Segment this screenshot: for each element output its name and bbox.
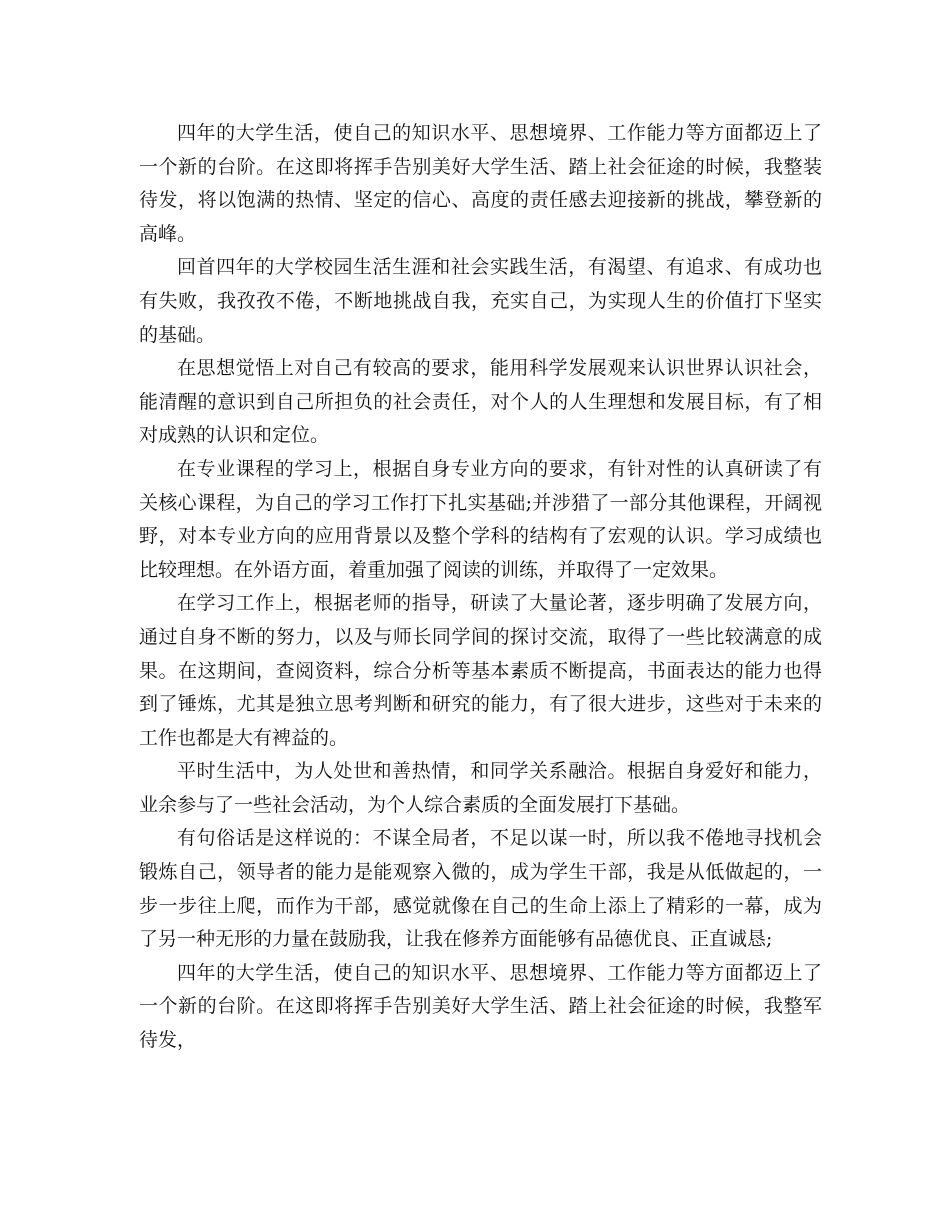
paragraph-5: 在学习工作上，根据老师的指导，研读了大量论著，逐步明确了发展方向，通过自身不断的努力，以及与师长同学间的探讨交流，取得了一些比较满意的成果。在这期间，查阅资料，综合分析等基本素质不断提高，书面表达的能力也得到了锤炼，尤其是独立思考判断和研究的能力，有了很大进步，这些对于未来的工作也都是大有裨益的。 — [139, 592, 822, 749]
paragraph-6: 平时生活中，为人处世和善热情，和同学关系融洽。根据自身爱好和能力，业余参与了一些社会活动，为个人综合素质的全面发展打下基础。 — [139, 760, 822, 816]
paragraph-7: 有句俗话是这样说的：不谋全局者，不足以谋一时，所以我不倦地寻找机会锻炼自己，领导者的能力是能观察入微的，成为学生干部，我是从低做起的，一步一步往上爬，而作为干部，感觉就像在自己的生命上添上了精彩的一幕，成为了另一种无形的力量在鼓励我，让我在修养方面能够有品德优良、正直诚恳; — [139, 827, 822, 951]
paragraph-8: 四年的大学生活，使自己的知识水平、思想境界、工作能力等方面都迈上了一个新的台阶。在这即将挥手告别美好大学生活、踏上社会征途的时候，我整军待发， — [139, 961, 822, 1052]
paragraph-3: 在思想觉悟上对自己有较高的要求，能用科学发展观来认识世界认识社会，能清醒的意识到自己所担负的社会责任，对个人的人生理想和发展目标，有了相对成熟的认识和定位。 — [139, 357, 822, 447]
document-body — [139, 117, 822, 1058]
paragraph-1: 四年的大学生活，使自己的知识水平、思想境界、工作能力等方面都迈上了一个新的台阶。在这即将挥手告别美好大学生活、踏上社会征途的时候，我整装待发，将以饱满的热情、坚定的信心、高度的责任感去迎接新的挑战，攀登新的高峰。 — [139, 122, 822, 245]
paragraph-4: 在专业课程的学习上，根据自身专业方向的要求，有针对性的认真研读了有关核心课程，为自己的学习工作打下扎实基础;并涉猎了一部分其他课程，开阔视野，对本专业方向的应用背景以及整个学科的结构有了宏观的认识。学习成绩也比较理想。在外语方面，着重加强了阅读的训练，并取得了一定效果。 — [139, 457, 822, 581]
paragraph-2: 回首四年的大学校园生活生涯和社会实践生活，有渴望、有追求、有成功也有失败，我孜孜不倦，不断地挑战自我，充实自己，为实现人生的价值打下坚实的基础。 — [139, 256, 822, 346]
